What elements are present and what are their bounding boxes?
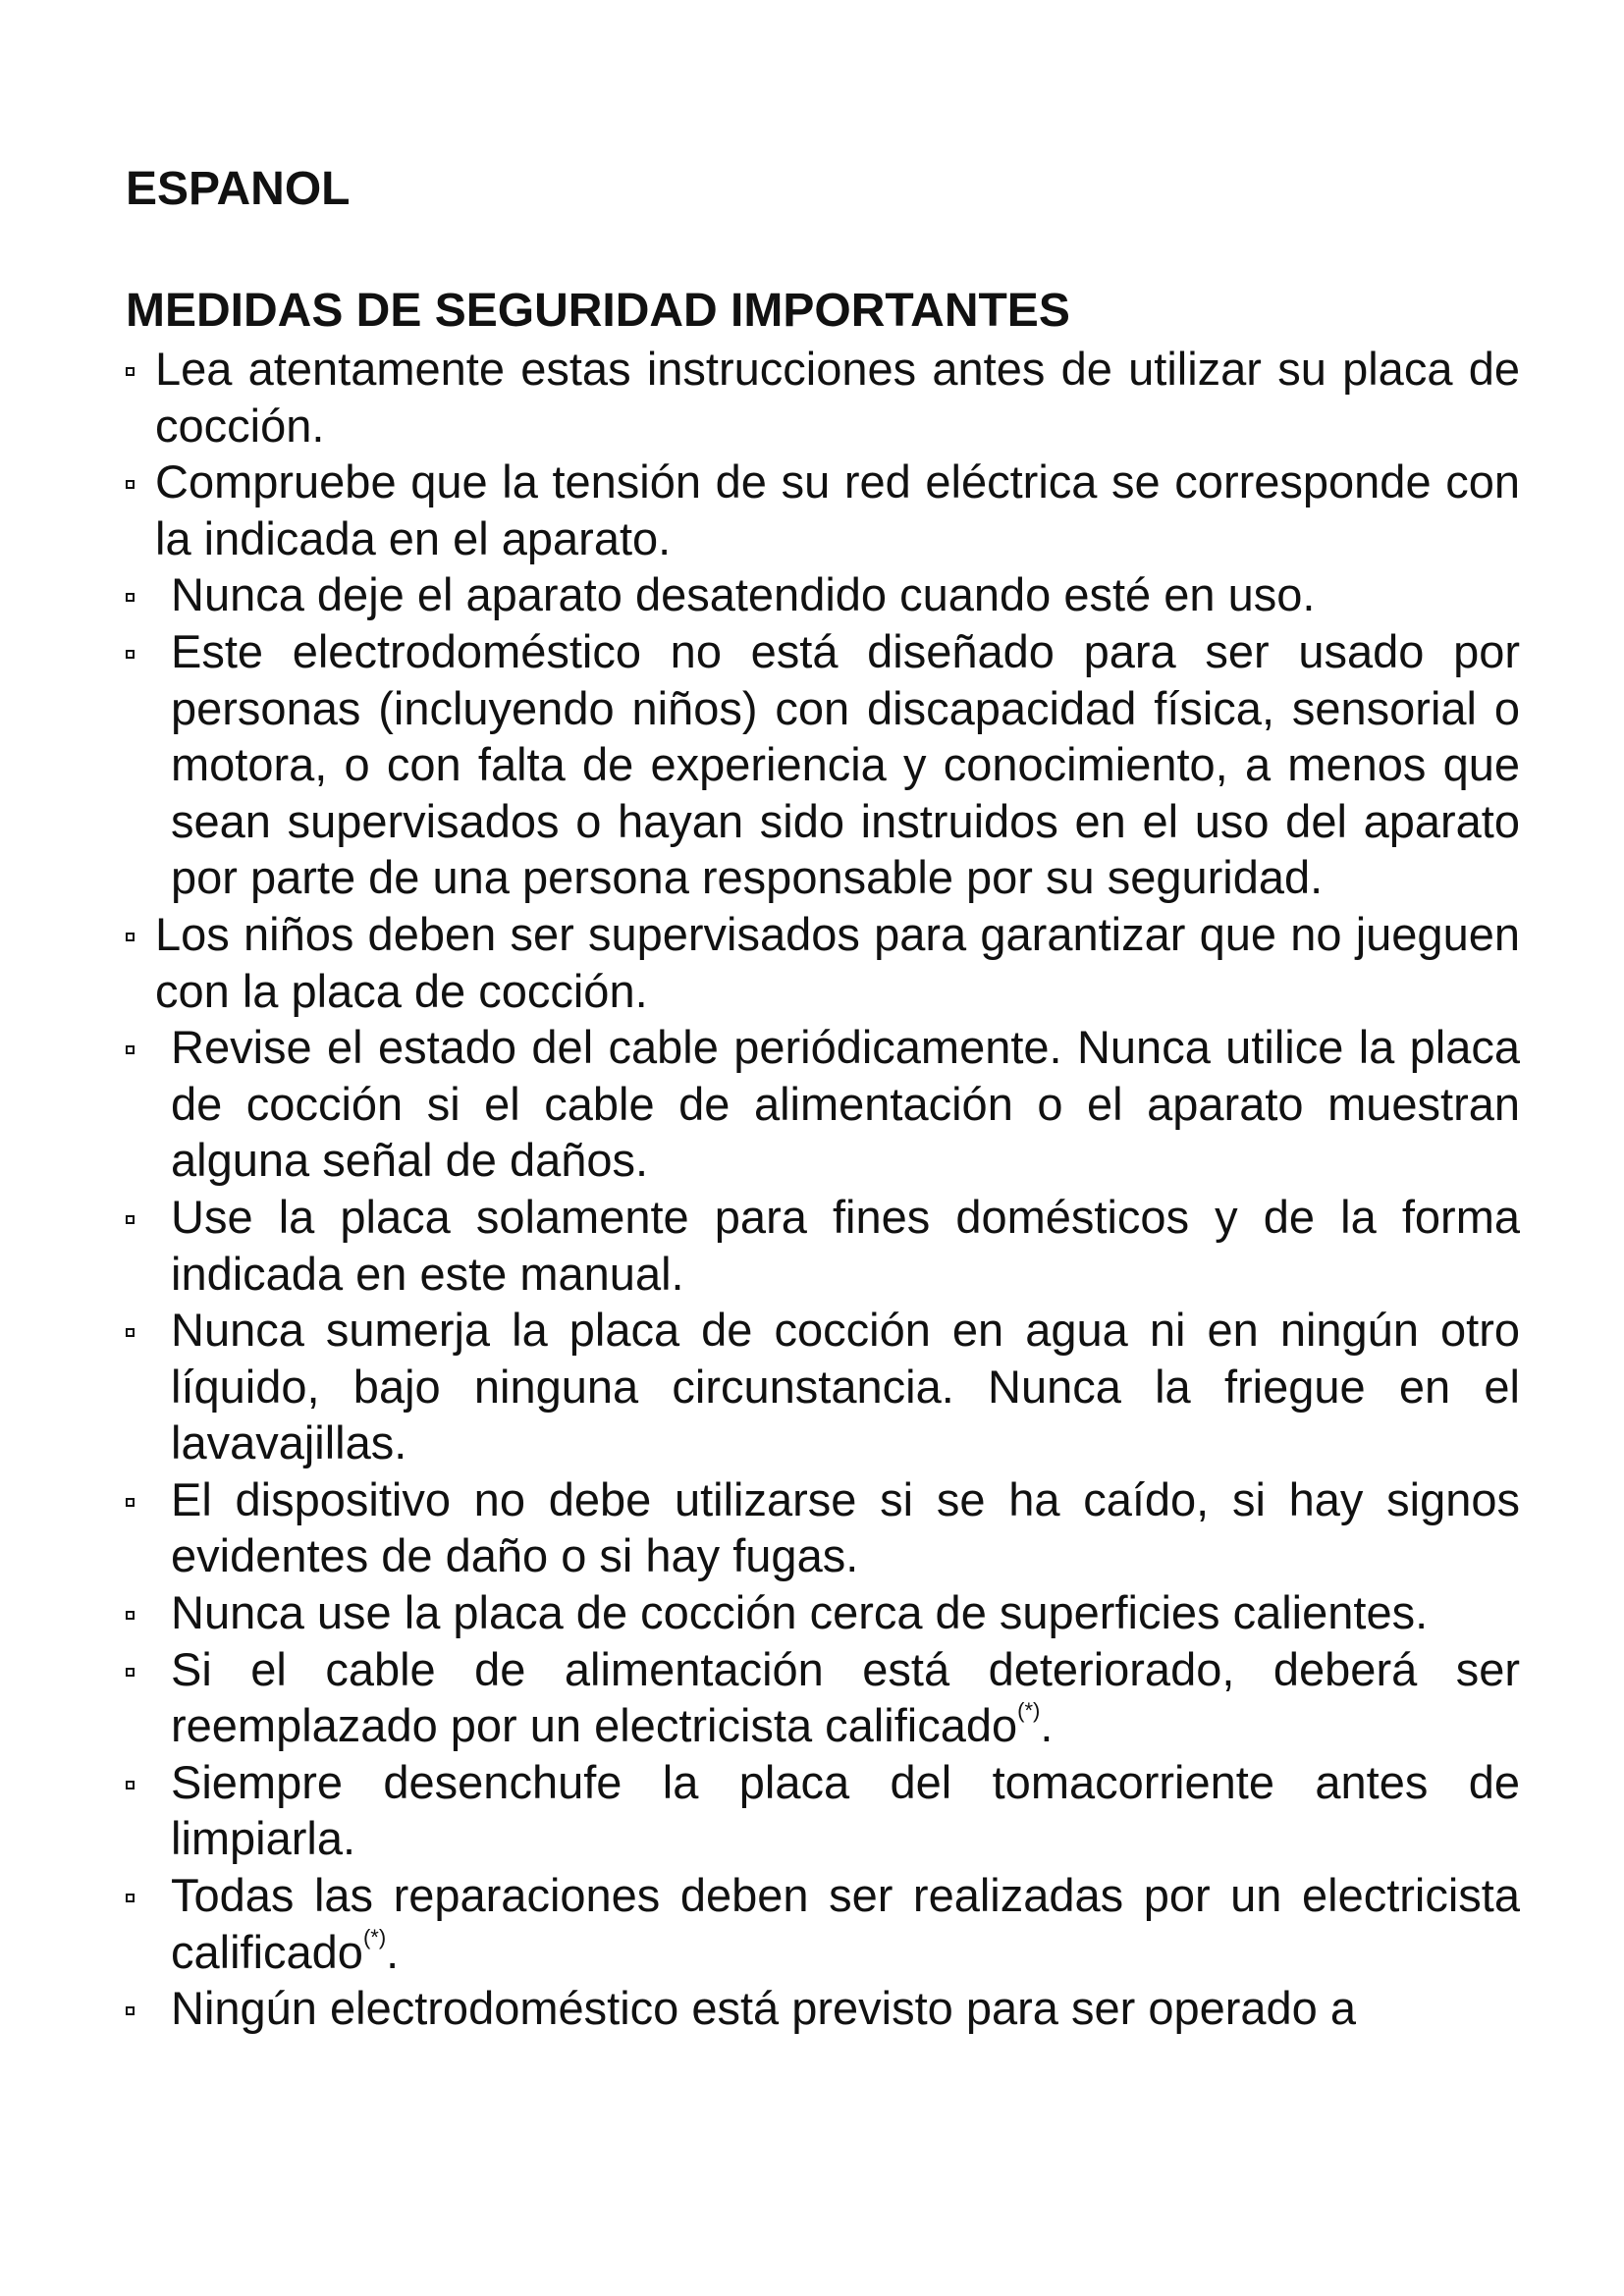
list-item-tail: . bbox=[1040, 1699, 1054, 1752]
list-item bbox=[126, 454, 1520, 566]
list-item-text: Este electrodoméstico no está diseñado para ser usado por personas (incluyendo niños) con discapacidad física, sensorial o motora, o con falta de experiencia y conocimiento, a menos que sean supervisados o hayan sido instruidos en el uso del aparato por parte de una persona responsable por su seguridad. bbox=[171, 624, 1520, 904]
checkbox-bullet-icon bbox=[126, 1215, 135, 1224]
list-item-text: Compruebe que la tensión de su red eléctrica se corresponde con la indicada en el aparato. bbox=[155, 455, 1520, 564]
list-item-text: Todas las reparaciones deben ser realizadas por un electricista calificado bbox=[171, 1869, 1520, 1978]
footnote-marker: (*) bbox=[362, 1924, 387, 1949]
list-item bbox=[126, 1867, 1520, 1980]
list-item-text: Ningún electrodoméstico está previsto para ser operado a bbox=[171, 1982, 1357, 2035]
list-item bbox=[126, 566, 1520, 623]
list-item bbox=[126, 1471, 1520, 1584]
checkbox-bullet-icon bbox=[126, 933, 135, 941]
checkbox-bullet-icon bbox=[126, 1328, 135, 1337]
list-item bbox=[126, 623, 1520, 906]
list-item-text: El dispositivo no debe utilizarse si se ha caído, si hay signos evidentes de daño o si hay fugas. bbox=[171, 1472, 1520, 1582]
list-item-text: Nunca use la placa de cocción cerca de superficies calientes. bbox=[171, 1586, 1429, 1639]
list-item-text: Nunca sumerja la placa de cocción en agua ni en ningún otro líquido, bajo ninguna circunstancia. Nunca la friegue en el lavavajillas. bbox=[171, 1304, 1520, 1469]
section-title: MEDIDAS DE SEGURIDAD IMPORTANTES bbox=[126, 285, 1070, 337]
list-item-text: Use la placa solamente para fines domésticos y de la forma indicada en este manual. bbox=[171, 1190, 1520, 1300]
safety-list bbox=[126, 341, 1520, 2037]
list-item bbox=[126, 1189, 1520, 1302]
checkbox-bullet-icon bbox=[126, 1781, 135, 1789]
checkbox-bullet-icon bbox=[126, 2006, 135, 2015]
checkbox-bullet-icon bbox=[126, 1668, 135, 1677]
list-item-text: Revise el estado del cable periódicamente. Nunca utilice la placa de cocción si el cable de alimentación o el aparato muestran alguna señal de daños. bbox=[171, 1021, 1520, 1187]
checkbox-bullet-icon bbox=[126, 367, 135, 376]
list-item-tail: . bbox=[386, 1925, 400, 1978]
list-item bbox=[126, 1302, 1520, 1471]
list-item bbox=[126, 1754, 1520, 1867]
checkbox-bullet-icon bbox=[126, 1894, 135, 1902]
list-item bbox=[126, 906, 1520, 1019]
checkbox-bullet-icon bbox=[126, 593, 135, 602]
list-item-text: Nunca deje el aparato desatendido cuando esté en uso. bbox=[171, 568, 1316, 621]
checkbox-bullet-icon bbox=[126, 1045, 135, 1054]
list-item bbox=[126, 1584, 1520, 1641]
document-page bbox=[126, 162, 1520, 2037]
checkbox-bullet-icon bbox=[126, 1611, 135, 1620]
language-heading: ESPANOL bbox=[126, 163, 351, 215]
list-item bbox=[126, 1980, 1520, 2037]
list-item bbox=[126, 1641, 1520, 1754]
checkbox-bullet-icon bbox=[126, 480, 135, 489]
checkbox-bullet-icon bbox=[126, 650, 135, 659]
list-item-text: Los niños deben ser supervisados para garantizar que no jueguen con la placa de cocción. bbox=[155, 907, 1520, 1017]
list-item bbox=[126, 1019, 1520, 1189]
list-item-text: Siempre desenchufe la placa del tomacorriente antes de limpiarla. bbox=[171, 1755, 1520, 1865]
list-item-text: Si el cable de alimentación está deteriorado, deberá ser reemplazado por un electricista calificado bbox=[171, 1642, 1520, 1752]
checkbox-bullet-icon bbox=[126, 1498, 135, 1507]
list-item bbox=[126, 341, 1520, 454]
list-item-text: Lea atentamente estas instrucciones antes de utilizar su placa de cocción. bbox=[155, 343, 1520, 452]
footnote-marker: (*) bbox=[1017, 1698, 1041, 1724]
